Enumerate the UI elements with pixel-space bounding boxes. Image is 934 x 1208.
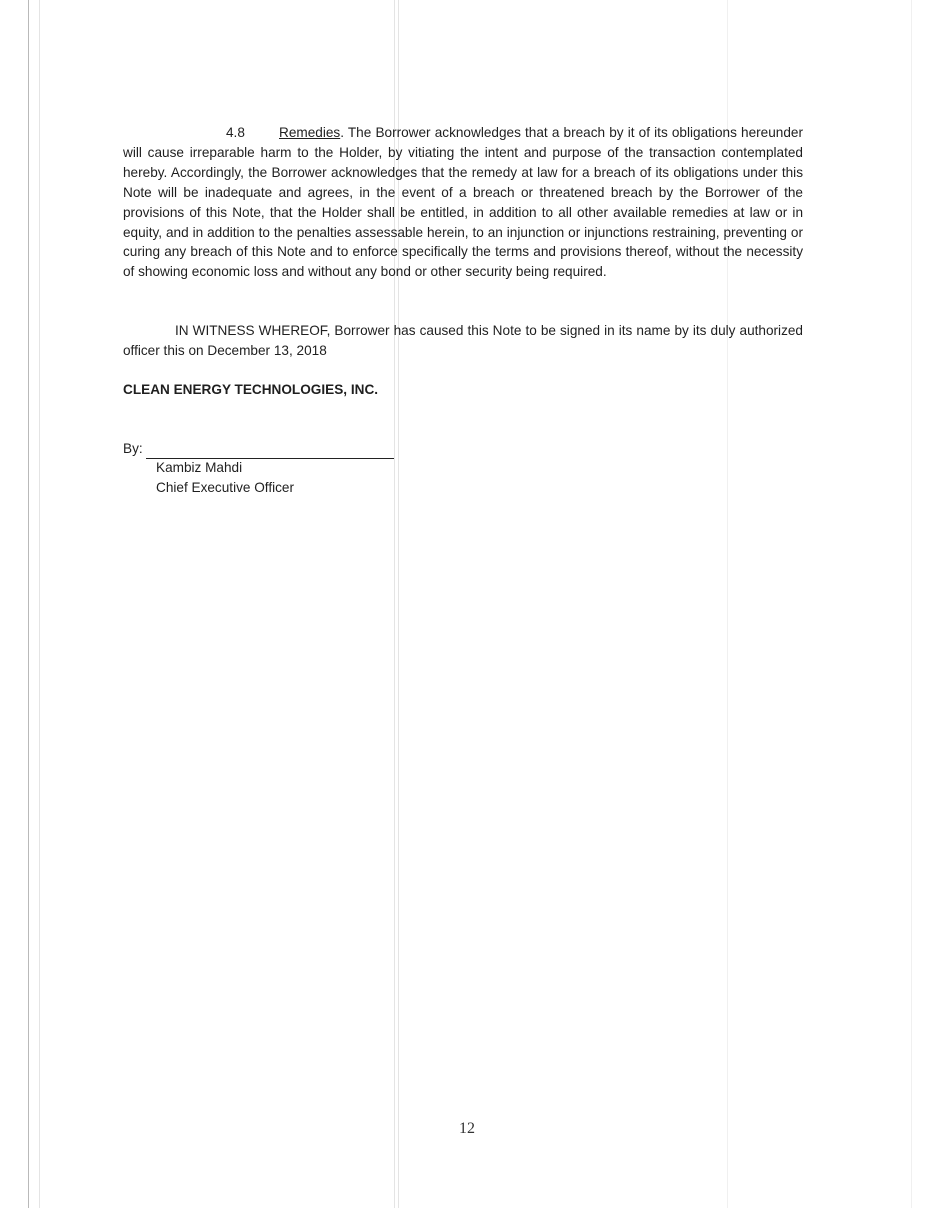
section-heading	[123, 125, 340, 140]
section-body: . The Borrower acknowledges that a breach by it of its obligations hereunder will cause irreparable harm to the Holder, by vitiating the intent and purpose of the transaction contemplated hereby. Accordingly, the Borrower acknowledges that the remedy at law for a breach of its obligations under this Note will be inadequate and agrees, in the event of a breach or threatened breach by the Borrower of the provisions of this Note, that the Holder shall be entitled, in addition to all other available remedies at law or in equity, and in addition to the penalties assessable herein, to an injunction or injunctions restraining, preventing or curing any breach of this Note and to enforce specifically the terms and provisions thereof, without the necessity of showing economic loss and without any bond or other security being required.	[123, 125, 803, 280]
signature-rule	[146, 443, 394, 459]
scan-artifact-line	[911, 0, 912, 1208]
section-number: 4.8	[226, 125, 245, 140]
section-title: Remedies	[279, 125, 341, 140]
signer-title: Chief Executive Officer	[156, 480, 295, 495]
signature-line	[123, 439, 394, 459]
scan-artifact-line	[28, 0, 29, 1208]
company-name: CLEAN ENERGY TECHNOLOGIES, INC.	[123, 382, 379, 397]
signer-block	[156, 458, 294, 498]
remedies-section	[123, 123, 803, 282]
page-number: 12	[459, 1120, 475, 1137]
scan-artifact-line	[39, 0, 40, 1208]
witness-paragraph: IN WITNESS WHEREOF, Borrower has caused this Note to be signed in its name by its duly authorized officer this on December 13, 2018	[123, 323, 803, 358]
by-label: By:	[123, 441, 143, 456]
signer-name: Kambiz Mahdi	[156, 460, 243, 475]
